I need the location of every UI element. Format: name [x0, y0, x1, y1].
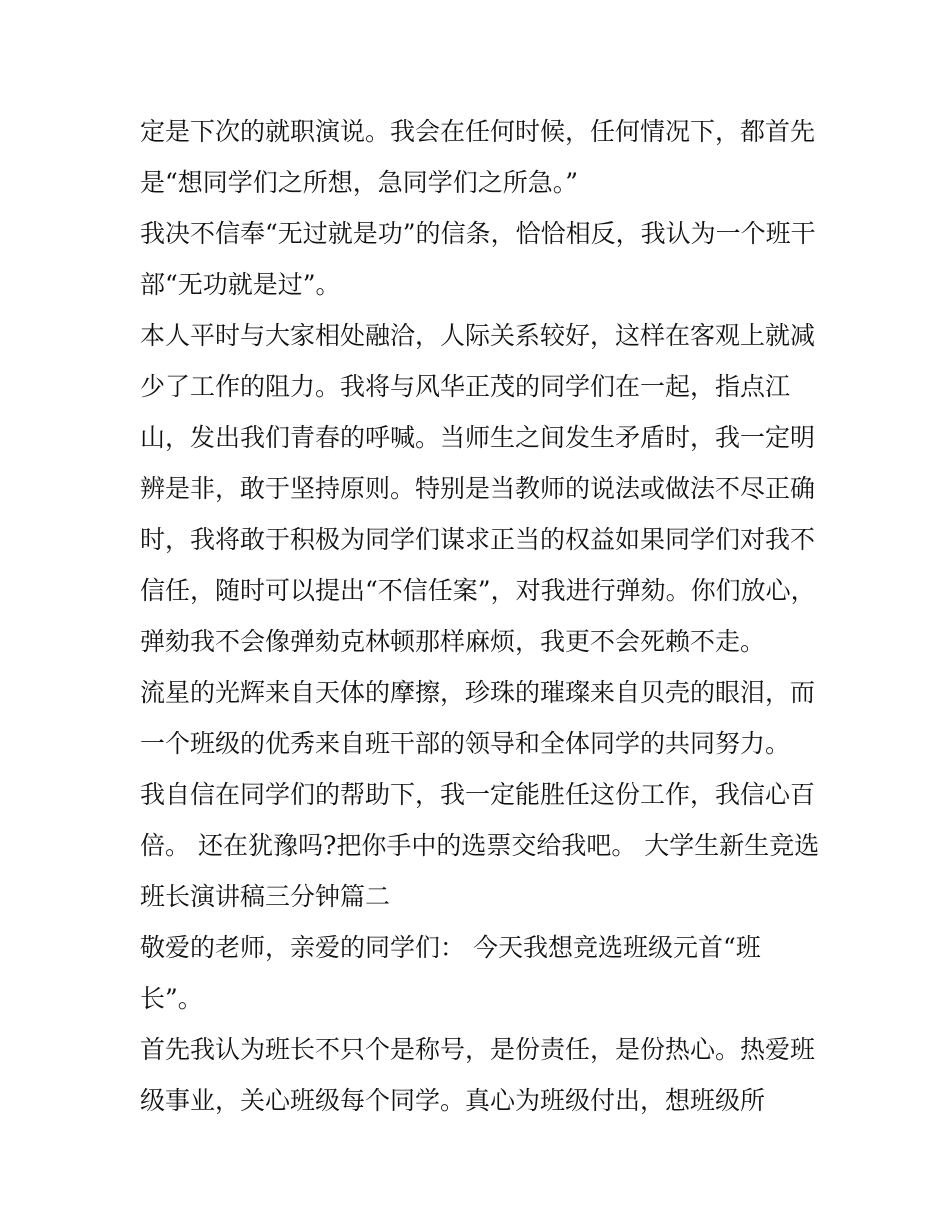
text-line: 山，发出我们青春的呼喊。当师生之间发生矛盾时，我一定明: [140, 423, 816, 452]
text-line: 级事业，关心班级每个同学。真心为班级付出，想班级所: [140, 1086, 766, 1115]
text-line: 首先我认为班长不只个是称号，是份责任，是份热心。热爱班: [140, 1035, 816, 1064]
text-line: 是“想同学们之所想，急同学们之所急。”: [140, 168, 579, 197]
text-line: 辨是非，敢于坚持原则。特别是当教师的说法或做法不尽正确: [140, 474, 816, 503]
text-line: 少了工作的阻力。我将与风华正茂的同学们在一起，指点江: [140, 372, 791, 401]
text-line: 弹劾我不会像弹劾克林顿那样麻烦，我更不会死赖不走。: [140, 627, 766, 656]
text-line: 倍。 还在犹豫吗?把你手中的选票交给我吧。 大学生新生竞选: [140, 831, 820, 860]
text-line: 流星的光辉来自天体的摩擦，珍珠的璀璨来自贝壳的眼泪，而: [140, 678, 816, 707]
text-line: 我决不信奉“无过就是功”的信条，恰恰相反，我认为一个班干: [140, 219, 816, 248]
greeting-line: 敬爱的老师，亲爱的同学们： 今天我想竞选班级元首“班: [140, 933, 761, 962]
text-line: 一个班级的优秀来自班干部的领导和全体同学的共同努力。: [140, 729, 791, 758]
speech-text: [140, 106, 830, 1126]
text-line: 时，我将敢于积极为同学们谋求正当的权益如果同学们对我不: [140, 525, 816, 554]
text-line: 本人平时与大家相处融洽，人际关系较好，这样在客观上就减: [140, 321, 816, 350]
text-line: 信任，随时可以提出“不信任案”，对我进行弹劾。你们放心，: [140, 576, 816, 605]
text-line: 长”。: [140, 984, 203, 1013]
text-line: 我自信在同学们的帮助下，我一定能胜任这份工作，我信心百: [140, 780, 816, 809]
section-heading-line: 班长演讲稿三分钟篇二: [140, 882, 391, 911]
text-line: 定是下次的就职演说。我会在任何时候，任何情况下，都首先: [140, 117, 816, 146]
text-line: 部“无功就是过”。: [140, 270, 341, 299]
